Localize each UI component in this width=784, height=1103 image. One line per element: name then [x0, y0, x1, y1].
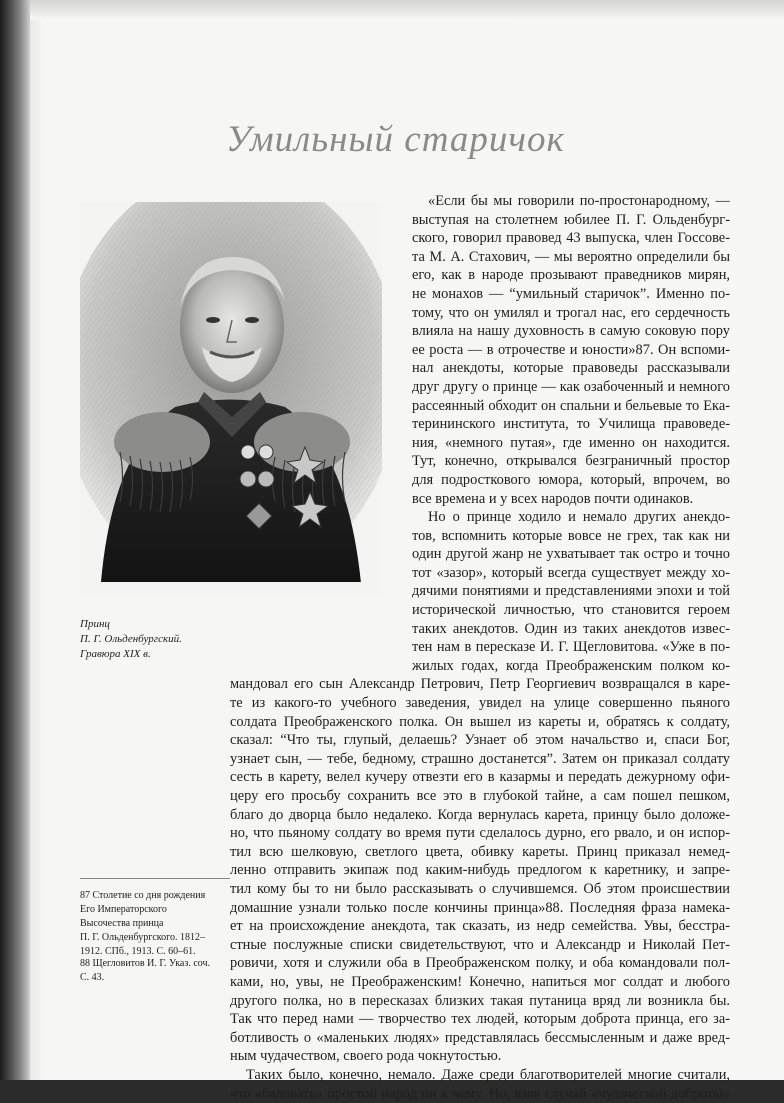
text-line: мандовал его сын Александр Петрович, Петр Георгиевич возвращался в каре- — [230, 675, 730, 694]
text-line: не монахов — “умильный старичок”. Именно по- — [412, 285, 730, 304]
caption-line: Гравюра XIX в. — [80, 647, 240, 662]
text-line: Тут, конечно, открывался безграничный простор — [412, 452, 730, 471]
text-line: терининского института, то Училища правоведе- — [412, 415, 730, 434]
text-line: Так что перед нами — творчество тех людей, которым доброта принца, его за- — [230, 1010, 730, 1029]
text-line: тому, что он умилял и трогал нас, его сердечность — [412, 304, 730, 323]
text-line: все времена и у всех народов почти одинаков. — [412, 490, 730, 509]
text-line: таких анекдотов. Один из таких анекдотов извес- — [412, 620, 730, 639]
footnote-87 — [80, 889, 245, 959]
page-top-edge — [30, 0, 784, 20]
text-line: ния, «немного путая», где именно он находится. — [412, 434, 730, 453]
text-line: церу его просьбу сохранить все это в глубокой тайне, а сам пошел пешком, — [230, 787, 730, 806]
footnote-line: П. Г. Ольденбургского. 1812– — [80, 931, 245, 945]
portrait-caption — [80, 617, 240, 662]
text-line: для подросткового юмора, который, впрочем, во — [412, 471, 730, 490]
text-line: тил всю шелковую, светлого цвета, обивку кареты. Принц приказал немед- — [230, 843, 730, 862]
chapter-title: Умильный старичок — [226, 118, 565, 161]
text-line: один другой жанр не ухватывает так остро и точно — [412, 545, 730, 564]
text-line: жилых годах, когда Преображенским полком ко- — [412, 657, 730, 676]
text-line: тен нам в пересказе И. Г. Щегловитова. «Уже в по- — [412, 638, 730, 657]
text-line: выступая на столетнем юбилее П. Г. Ольденбург- — [412, 211, 730, 230]
text-line: другого полка, но в пересказах близких такая путаница вряд ли возникла бы. — [230, 992, 730, 1011]
footnote-line: 88 Щегловитов И. Г. Указ. соч. — [80, 957, 245, 971]
text-line: ным чудачеством, своего рода чокнутостью. — [230, 1047, 730, 1066]
text-line: тил кому бы то ни было рассказывать о случившемся. Об этом происшествии — [230, 880, 730, 899]
text-line: дячими понятиями и представлениями эпохи и той — [412, 582, 730, 601]
footnote-88 — [80, 957, 245, 985]
footnote-line: С. 43. — [80, 971, 245, 985]
text-line: но, что пьяному солдату во время пути сделалось дурно, его рвало, и он испор- — [230, 824, 730, 843]
footnote-divider — [80, 878, 230, 879]
text-line: друг другу о принце — как озабоченный и немного — [412, 378, 730, 397]
caption-line: Принц — [80, 617, 240, 632]
footnote-line: Высочества принца — [80, 917, 245, 931]
text-line: ет на происхождение анекдота, так сказать, из недр семейства. Увы, бесстра- — [230, 917, 730, 936]
text-line: домашние узнали только после кончины принца»88. Последняя фраза намека- — [230, 899, 730, 918]
text-line: что «баловать» простой народ ни к чему. Но, взяв случай «чудаческой доброты» — [230, 1085, 730, 1103]
text-line: тот «зазор», который всегда существует между хо- — [412, 564, 730, 583]
text-line: сесть в карету, велел кучеру отвезти его в казармы и передать дежурному офи- — [230, 768, 730, 787]
footnote-line: Его Императорского — [80, 903, 245, 917]
text-line: ленно отправить экипаж под каким-нибудь предлогом к каретнику, и запре- — [230, 861, 730, 880]
book-page — [30, 0, 784, 1080]
text-line: ботливость о «маленьких людях» представлялась бессмысленным и даже вред- — [230, 1029, 730, 1048]
text-line: ее роста — в отрочестве и юности»87. Он вспоми- — [412, 341, 730, 360]
text-line: тов, вспомнить которые вовсе не грех, так как ни — [412, 527, 730, 546]
caption-line: П. Г. Ольденбургский. — [80, 632, 240, 647]
text-line: стные послужные списки свидетельствуют, что и Александр и Николай Пет- — [230, 936, 730, 955]
text-line: те из какого-то учебного заведения, увидел на улице совершенно пьяного — [230, 694, 730, 713]
text-line: Но о принце ходило и немало других анекдо- — [412, 508, 730, 527]
text-line: его, как в народе прозывают праведников мирян, — [412, 266, 730, 285]
body-text-wrapped-column — [412, 192, 730, 675]
text-line: сказал: “Что ты, глупый, делаешь? Узнает об этом начальство и, спаси Бог, — [230, 731, 730, 750]
book-spine-shadow — [0, 0, 30, 1080]
footnote-line: 87 Столетие со дня рождения — [80, 889, 245, 903]
text-line: та М. А. Стахович, — мы вероятно определили бы — [412, 248, 730, 267]
text-line: ровичи, хотя и служили оба в Преображенском полку, и оба командовали пол- — [230, 954, 730, 973]
text-line: исторической личностью, что становится героем — [412, 601, 730, 620]
text-line: узнает сын, — тебе, бедному, страшно достанется”. Затем он приказал солдату — [230, 750, 730, 769]
footnote-line: 1912. СПб., 1913. С. 60–61. — [80, 945, 245, 959]
body-text-full-width — [230, 675, 730, 1103]
text-line: солдата Преображенского полка. Он вышел из кареты и, обратясь к солдату, — [230, 713, 730, 732]
text-line: «Если бы мы говорили по-простонародному, — — [412, 192, 730, 211]
text-line: ками, но, увы, не Преображенским! Конечно, напиться мог солдат и любого — [230, 973, 730, 992]
text-line: ского, говорил правовед 43 выпуска, член Госсове- — [412, 229, 730, 248]
text-line: влияла на нашу духовность в самую соковую пору — [412, 322, 730, 341]
text-line: благо до дворца было недалеко. Когда вернулась карета, принцу было доложе- — [230, 806, 730, 825]
body-text — [230, 192, 730, 1103]
text-line: нал анекдоты, которые правоведы рассказывали — [412, 359, 730, 378]
text-line: рассеянный обходит он спальни и бельевые то Ека- — [412, 397, 730, 416]
text-line: Таких было, конечно, немало. Даже среди благотворителей многие считали, — [230, 1066, 730, 1085]
